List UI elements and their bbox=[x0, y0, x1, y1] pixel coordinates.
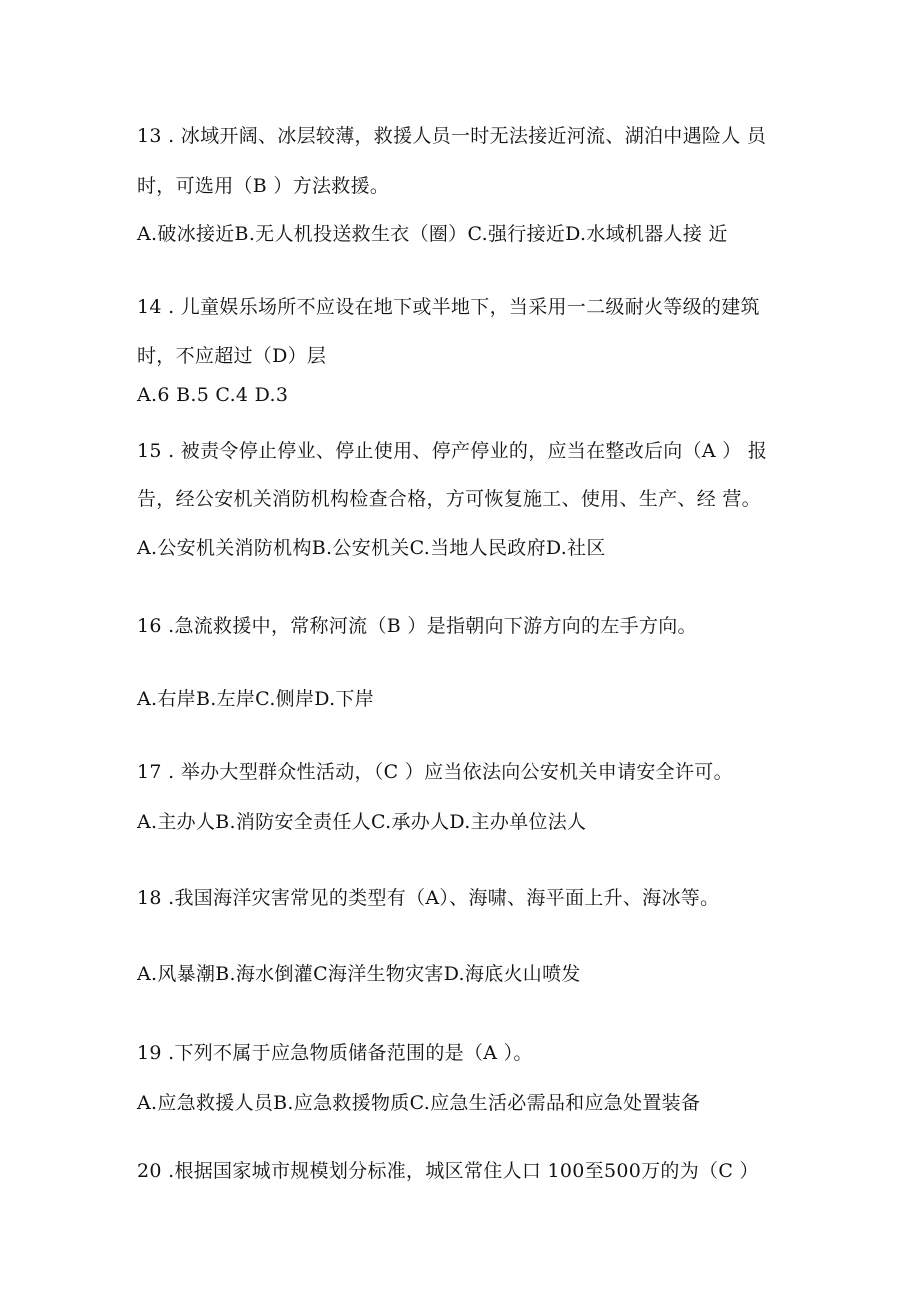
question-16-options: A.右岸B.左岸C.侧岸D.下岸 bbox=[137, 688, 375, 710]
question-14-stem-line-1: 14 . 儿童娱乐场所不应设在地下或半地下，当采用一二级耐火等级的建筑 bbox=[137, 296, 760, 318]
question-18-options: A.风暴潮B.海水倒灌C海洋生物灾害D.海底火山喷发 bbox=[137, 963, 581, 985]
question-16-stem-line-1: 16 .急流救援中，常称河流（B ）是指朝向下游方向的左手方向。 bbox=[137, 615, 697, 637]
question-17-options: A.主办人B.消防安全责任人C.承办人D.主办单位法人 bbox=[137, 811, 587, 833]
question-19-options: A.应急救援人员B.应急救援物质C.应急生活必需品和应急处置装备 bbox=[137, 1092, 701, 1114]
question-14-stem-line-2: 时，不应超过（D）层 bbox=[137, 345, 327, 367]
question-17-stem-line-1: 17 . 举办大型群众性活动，（C ）应当依法向公安机关申请安全许可。 bbox=[137, 761, 733, 783]
question-20-stem-line-1: 20 .根据国家城市规模划分标准，城区常住人口 100至500万的为（C ） bbox=[137, 1160, 759, 1182]
question-15-stem-line-1: 15 . 被责令停止停业、停止使用、停产停业的，应当在整改后向（A ） 报 bbox=[137, 440, 768, 462]
question-15-stem-line-2: 告，经公安机关消防机构检查合格，方可恢复施工、使用、生产、经 营。 bbox=[137, 488, 761, 510]
question-13-stem-line-2: 时，可选用（B ）方法救援。 bbox=[137, 175, 390, 197]
question-15-options: A.公安机关消防机构B.公安机关C.当地人民政府D.社区 bbox=[137, 537, 606, 559]
question-13-options: A.破冰接近B.无人机投送救生衣（圈）C.强行接近D.水域机器人接 近 bbox=[137, 223, 728, 245]
question-14-options: A.6 B.5 C.4 D.3 bbox=[137, 384, 289, 406]
question-13-stem-line-1: 13 . 冰域开阔、冰层较薄，救援人员一时无法接近河流、湖泊中遇险人 员 bbox=[137, 125, 767, 147]
question-18-stem-line-1: 18 .我国海洋灾害常见的类型有（A）、海啸、海平面上升、海冰等。 bbox=[137, 887, 720, 909]
question-19-stem-line-1: 19 .下列不属于应急物质储备范围的是（A ）。 bbox=[137, 1042, 533, 1064]
